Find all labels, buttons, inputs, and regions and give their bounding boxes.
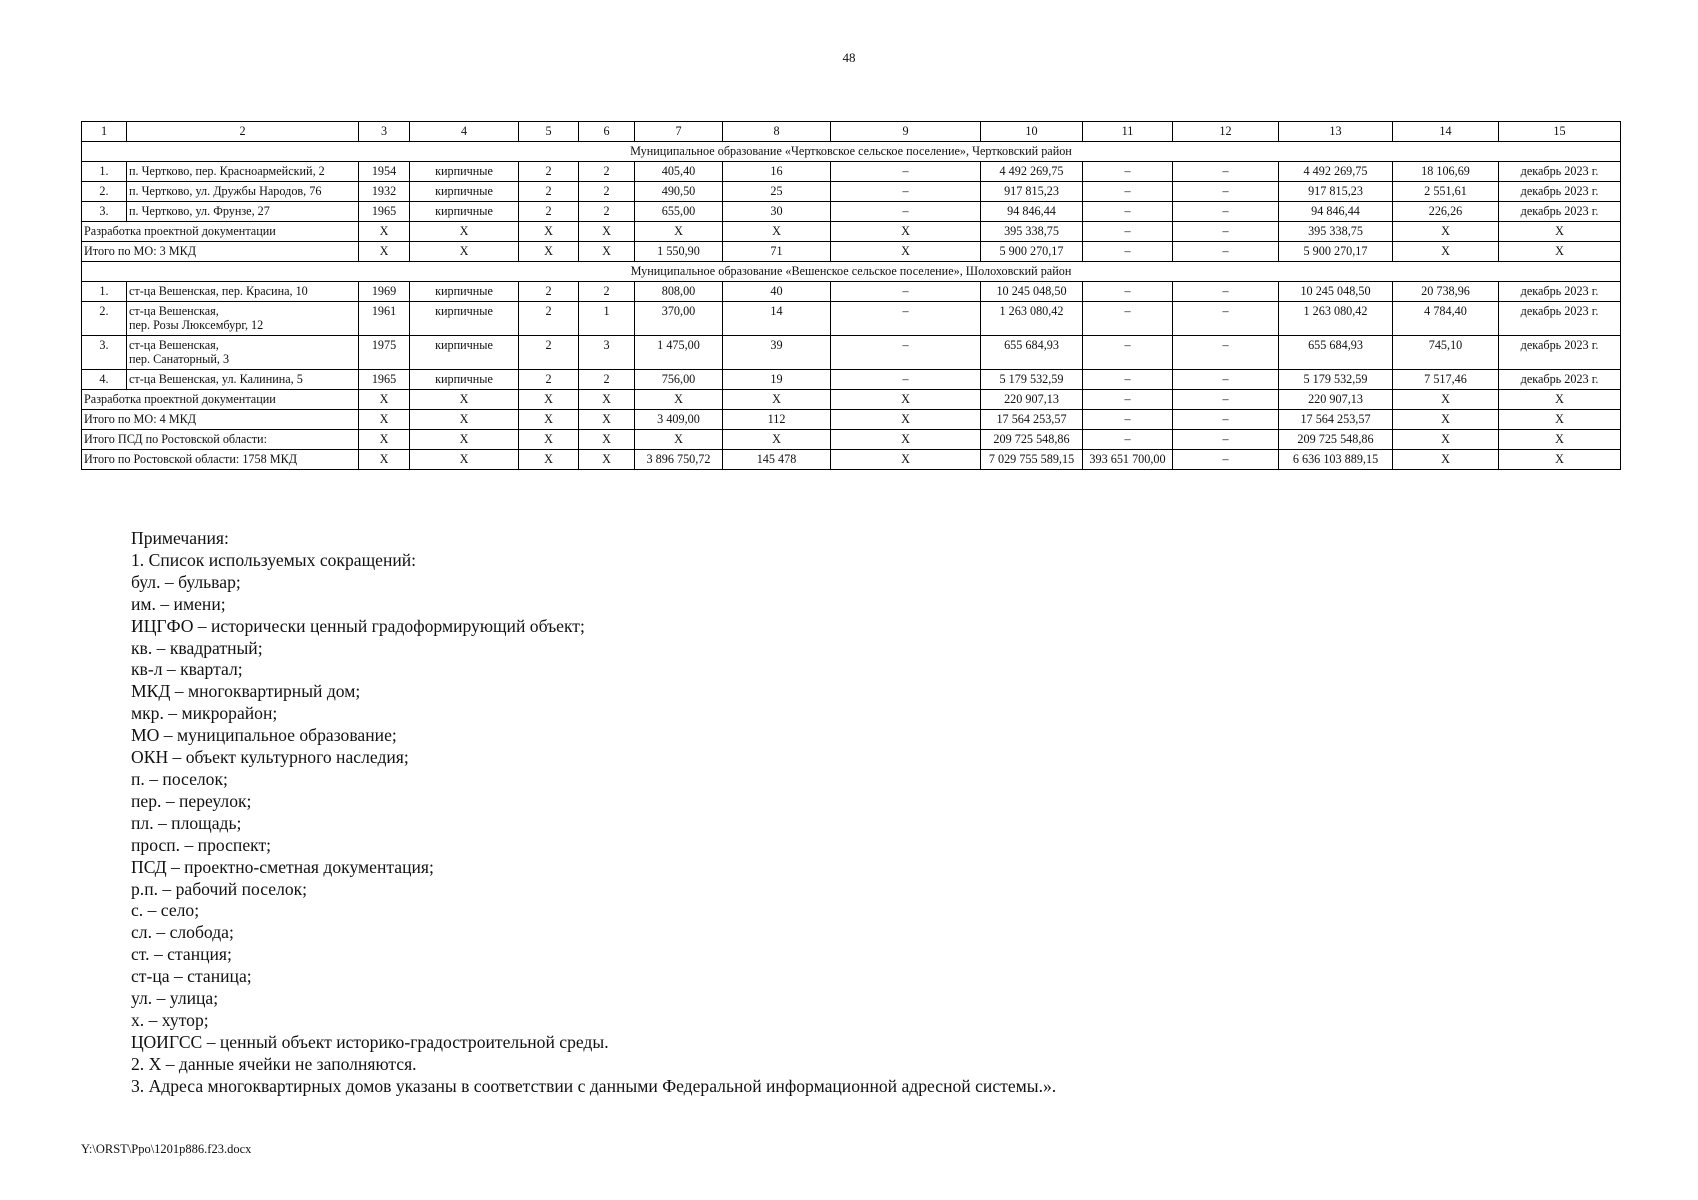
note-line: р.п. – рабочий поселок; — [131, 878, 308, 899]
table-row — [82, 162, 1621, 182]
table-cell: 2 — [519, 282, 579, 302]
table-cell: 209 725 548,86 — [1279, 430, 1393, 450]
address-cell: ст-ца Вешенская, ул. Калинина, 5 — [127, 370, 359, 390]
table-cell: 756,00 — [635, 370, 723, 390]
table-cell: 112 — [723, 410, 831, 430]
table-cell: – — [1083, 430, 1173, 450]
table-cell: 5 179 532,59 — [981, 370, 1083, 390]
table-cell: 370,00 — [635, 302, 723, 336]
column-number: 11 — [1083, 122, 1173, 142]
table-cell: 2. — [82, 302, 127, 336]
table-cell: 1. — [82, 162, 127, 182]
note-line: ОКН – объект культурного наследия; — [131, 747, 409, 768]
column-number: 10 — [981, 122, 1083, 142]
note-line: мкр. – микрорайон; — [131, 703, 278, 724]
table-cell: 4 492 269,75 — [1279, 162, 1393, 182]
address-cell: ст-ца Вешенская, пер. Розы Люксембург, 12 — [127, 302, 359, 336]
table-cell: – — [1083, 336, 1173, 370]
table-cell: – — [1083, 390, 1173, 410]
table-cell: – — [1173, 242, 1279, 262]
section-header-row — [82, 262, 1621, 282]
column-number: 6 — [579, 122, 635, 142]
table-cell: X — [410, 450, 519, 470]
table-cell: 16 — [723, 162, 831, 182]
table-body — [82, 122, 1621, 470]
table-cell: – — [1173, 222, 1279, 242]
table-cell: X — [519, 390, 579, 410]
column-number: 12 — [1173, 122, 1279, 142]
table-row — [82, 182, 1621, 202]
table-cell: X — [831, 410, 981, 430]
table-cell: декабрь 2023 г. — [1499, 282, 1621, 302]
note-line: кв. – квадратный; — [131, 637, 263, 658]
note-line: кв-л – квартал; — [131, 659, 243, 680]
table-cell: 5 900 270,17 — [981, 242, 1083, 262]
table-cell: – — [1173, 182, 1279, 202]
table-cell: X — [831, 242, 981, 262]
table-cell: – — [1083, 242, 1173, 262]
note-line: ИЦГФО – исторически ценный градоформирующий объект; — [131, 615, 585, 636]
table-cell: 1 475,00 — [635, 336, 723, 370]
note-line: Примечания: — [131, 528, 229, 548]
table-cell: 655 684,93 — [981, 336, 1083, 370]
table-cell: кирпичные — [410, 370, 519, 390]
note-line: сл. – слобода; — [131, 922, 234, 943]
table-cell: 25 — [723, 182, 831, 202]
table-cell: X — [1393, 410, 1499, 430]
table-cell: – — [1173, 370, 1279, 390]
table-cell: 3 409,00 — [635, 410, 723, 430]
address-cell: ст-ца Вешенская, пер. Красина, 10 — [127, 282, 359, 302]
row-label: Разработка проектной документации — [82, 390, 359, 410]
table-cell: 1954 — [359, 162, 410, 182]
table-cell: 10 245 048,50 — [981, 282, 1083, 302]
table-cell: декабрь 2023 г. — [1499, 182, 1621, 202]
table-cell: 1969 — [359, 282, 410, 302]
table-cell: – — [1083, 302, 1173, 336]
table-cell: – — [1173, 162, 1279, 182]
table-cell: 655,00 — [635, 202, 723, 222]
table-cell: X — [579, 430, 635, 450]
table-cell: 2 — [519, 182, 579, 202]
table-cell: 405,40 — [635, 162, 723, 182]
table-cell: кирпичные — [410, 282, 519, 302]
table-cell: – — [1173, 336, 1279, 370]
table-cell: 3 — [579, 336, 635, 370]
table-cell: 2 — [579, 282, 635, 302]
table-cell: 2 — [519, 302, 579, 336]
table-cell: 18 106,69 — [1393, 162, 1499, 182]
table-row — [82, 202, 1621, 222]
note-line: ЦОИГСС – ценный объект историко-градостроительной среды. — [131, 1031, 609, 1052]
row-label: Итого по Ростовской области: 1758 МКД — [82, 450, 359, 470]
table-cell: X — [519, 410, 579, 430]
table-cell: – — [831, 182, 981, 202]
note-line: 2. X – данные ячейки не заполняются. — [131, 1053, 417, 1074]
note-line: 3. Адреса многоквартирных домов указаны в соответствии с данными Федеральной информационной адресной системы.». — [131, 1075, 1057, 1096]
note-line: ПСД – проектно-сметная документация; — [131, 856, 434, 877]
table-cell: X — [1393, 450, 1499, 470]
table-cell: кирпичные — [410, 202, 519, 222]
table-cell: 2. — [82, 182, 127, 202]
table-cell: декабрь 2023 г. — [1499, 202, 1621, 222]
table-cell: – — [1173, 202, 1279, 222]
table-cell: кирпичные — [410, 182, 519, 202]
note-line: бул. – бульвар; — [131, 571, 241, 592]
table-cell: 917 815,23 — [981, 182, 1083, 202]
table-cell: – — [1173, 282, 1279, 302]
note-line: х. – хутор; — [131, 1009, 209, 1030]
table-cell: 1975 — [359, 336, 410, 370]
table-row — [82, 302, 1621, 336]
table-cell: – — [1083, 182, 1173, 202]
grand-total-row — [82, 450, 1621, 470]
column-number: 8 — [723, 122, 831, 142]
table-cell: 1 263 080,42 — [1279, 302, 1393, 336]
table-cell: X — [519, 222, 579, 242]
table-row — [82, 336, 1621, 370]
table-cell: 2 — [579, 182, 635, 202]
table-cell: 2 — [519, 162, 579, 182]
table-cell: 1961 — [359, 302, 410, 336]
table-cell: 3 896 750,72 — [635, 450, 723, 470]
table-cell: – — [831, 302, 981, 336]
table-cell: 3. — [82, 336, 127, 370]
address-cell: п. Чертково, ул. Дружбы Народов, 76 — [127, 182, 359, 202]
table-cell: X — [519, 242, 579, 262]
column-number: 9 — [831, 122, 981, 142]
table-cell: 1965 — [359, 202, 410, 222]
address-cell: ст-ца Вешенская, пер. Санаторный, 3 — [127, 336, 359, 370]
row-label: Разработка проектной документации — [82, 222, 359, 242]
table-cell: X — [579, 450, 635, 470]
table-cell: X — [831, 222, 981, 242]
section-title: Муниципальное образование «Вешенское сельское поселение», Шолоховский район — [82, 262, 1621, 282]
table-cell: 40 — [723, 282, 831, 302]
table-cell: X — [410, 430, 519, 450]
table-cell: X — [410, 410, 519, 430]
table-cell: X — [723, 390, 831, 410]
column-number: 2 — [127, 122, 359, 142]
column-number-header — [82, 122, 1621, 142]
table-cell: 71 — [723, 242, 831, 262]
table-cell: 30 — [723, 202, 831, 222]
column-number: 3 — [359, 122, 410, 142]
table-cell: X — [1499, 410, 1621, 430]
table-cell: X — [579, 410, 635, 430]
table-cell: – — [831, 282, 981, 302]
table-cell: – — [831, 336, 981, 370]
table-cell: 2 — [579, 202, 635, 222]
table-cell: X — [1499, 390, 1621, 410]
table-cell: декабрь 2023 г. — [1499, 162, 1621, 182]
table-cell: декабрь 2023 г. — [1499, 302, 1621, 336]
grand-total-row — [82, 430, 1621, 450]
table-cell: 220 907,13 — [1279, 390, 1393, 410]
table-cell: X — [359, 390, 410, 410]
subtotal-row — [82, 410, 1621, 430]
column-number: 13 — [1279, 122, 1393, 142]
table-cell: 94 846,44 — [981, 202, 1083, 222]
table-cell: 220 907,13 — [981, 390, 1083, 410]
table-cell: кирпичные — [410, 336, 519, 370]
table-cell: 2 — [579, 370, 635, 390]
subtotal-row — [82, 242, 1621, 262]
table-cell: 14 — [723, 302, 831, 336]
table-cell: X — [1393, 242, 1499, 262]
table-cell: 2 — [519, 370, 579, 390]
table-cell: 10 245 048,50 — [1279, 282, 1393, 302]
table-cell: 6 636 103 889,15 — [1279, 450, 1393, 470]
table-cell: X — [635, 390, 723, 410]
housing-repair-table — [81, 121, 1621, 470]
table-cell: 655 684,93 — [1279, 336, 1393, 370]
table-cell: 226,26 — [1393, 202, 1499, 222]
row-label: Итого по МО: 3 МКД — [82, 242, 359, 262]
table-cell: 7 517,46 — [1393, 370, 1499, 390]
table-cell: 745,10 — [1393, 336, 1499, 370]
row-label: Итого по МО: 4 МКД — [82, 410, 359, 430]
table-cell: – — [831, 202, 981, 222]
table-cell: X — [410, 222, 519, 242]
table-cell: – — [1173, 450, 1279, 470]
table-cell: X — [1393, 390, 1499, 410]
table-cell: X — [410, 390, 519, 410]
column-number: 7 — [635, 122, 723, 142]
table-cell: – — [1083, 282, 1173, 302]
table-row — [82, 282, 1621, 302]
table-cell: X — [519, 450, 579, 470]
table-cell: X — [635, 222, 723, 242]
table-cell: X — [359, 242, 410, 262]
note-line: просп. – проспект; — [131, 834, 272, 855]
table-cell: 395 338,75 — [1279, 222, 1393, 242]
table-cell: X — [1499, 242, 1621, 262]
table-cell: X — [410, 242, 519, 262]
row-label: Итого ПСД по Ростовской области: — [82, 430, 359, 450]
table-cell: 39 — [723, 336, 831, 370]
table-cell: X — [1393, 430, 1499, 450]
table-cell: 2 — [519, 202, 579, 222]
table-cell: 7 029 755 589,15 — [981, 450, 1083, 470]
table-cell: – — [1173, 430, 1279, 450]
note-line: 1. Список используемых сокращений: — [131, 549, 417, 570]
column-number: 1 — [82, 122, 127, 142]
table-cell: – — [831, 162, 981, 182]
table-cell: – — [1083, 370, 1173, 390]
table-cell: 2 — [579, 162, 635, 182]
table-cell: 1932 — [359, 182, 410, 202]
table-cell: – — [1173, 302, 1279, 336]
note-line: ст-ца – станица; — [131, 966, 252, 987]
table-cell: X — [359, 410, 410, 430]
table-cell: – — [1173, 390, 1279, 410]
note-line: п. – поселок; — [131, 768, 228, 789]
table-cell: X — [579, 222, 635, 242]
table-cell: 4. — [82, 370, 127, 390]
file-path-footer: Y:\ORST\Ppo\1201p886.f23.docx — [81, 1142, 252, 1156]
note-line: с. – село; — [131, 900, 200, 921]
column-number: 4 — [410, 122, 519, 142]
table-cell: 4 784,40 — [1393, 302, 1499, 336]
table-cell: X — [519, 430, 579, 450]
section-header-row — [82, 142, 1621, 162]
note-line: МО – муниципальное образование; — [131, 725, 397, 746]
note-line: им. – имени; — [131, 593, 226, 614]
table-cell: X — [831, 430, 981, 450]
table-cell: 4 492 269,75 — [981, 162, 1083, 182]
note-line: пер. – переулок; — [131, 790, 252, 811]
table-cell: 2 — [519, 336, 579, 370]
table-cell: 20 738,96 — [1393, 282, 1499, 302]
table-cell: 917 815,23 — [1279, 182, 1393, 202]
section-title: Муниципальное образование «Чертковское сельское поселение», Чертковский район — [82, 142, 1621, 162]
table-cell: X — [831, 390, 981, 410]
table-cell: 1. — [82, 282, 127, 302]
table-cell: 395 338,75 — [981, 222, 1083, 242]
table-cell: 17 564 253,57 — [1279, 410, 1393, 430]
table-cell: 490,50 — [635, 182, 723, 202]
table-cell: кирпичные — [410, 302, 519, 336]
table-cell: X — [359, 430, 410, 450]
table-cell: декабрь 2023 г. — [1499, 370, 1621, 390]
table-cell: X — [1499, 430, 1621, 450]
table-cell: X — [579, 242, 635, 262]
notes-section — [131, 528, 1581, 1098]
note-line: МКД – многоквартирный дом; — [131, 681, 361, 702]
table-cell: 17 564 253,57 — [981, 410, 1083, 430]
table-cell: X — [1499, 222, 1621, 242]
table-cell: 5 179 532,59 — [1279, 370, 1393, 390]
table-cell: 1 — [579, 302, 635, 336]
subtotal-row — [82, 222, 1621, 242]
table-cell: X — [1499, 450, 1621, 470]
table-cell: 808,00 — [635, 282, 723, 302]
column-number: 14 — [1393, 122, 1499, 142]
table-cell: X — [831, 450, 981, 470]
table-cell: 393 651 700,00 — [1083, 450, 1173, 470]
table-cell: 1 550,90 — [635, 242, 723, 262]
note-line: пл. – площадь; — [131, 812, 242, 833]
column-number: 15 — [1499, 122, 1621, 142]
table-cell: – — [1173, 410, 1279, 430]
table-cell: X — [635, 430, 723, 450]
table-cell: 19 — [723, 370, 831, 390]
table-row — [82, 370, 1621, 390]
table-cell: 1965 — [359, 370, 410, 390]
note-line: ул. – улица; — [131, 988, 219, 1009]
table-cell: 145 478 — [723, 450, 831, 470]
address-cell: п. Чертково, ул. Фрунзе, 27 — [127, 202, 359, 222]
page-number: 48 — [842, 50, 856, 65]
table-cell: X — [1393, 222, 1499, 242]
table-cell: X — [579, 390, 635, 410]
table-cell: декабрь 2023 г. — [1499, 336, 1621, 370]
subtotal-row — [82, 390, 1621, 410]
table-cell: 209 725 548,86 — [981, 430, 1083, 450]
table-cell: 5 900 270,17 — [1279, 242, 1393, 262]
table-cell: X — [723, 430, 831, 450]
table-cell: – — [1083, 202, 1173, 222]
column-number: 5 — [519, 122, 579, 142]
table-cell: – — [1083, 162, 1173, 182]
table-cell: – — [1083, 222, 1173, 242]
table-cell: X — [359, 222, 410, 242]
table-cell: – — [1083, 410, 1173, 430]
table-cell: X — [723, 222, 831, 242]
note-line: ст. – станция; — [131, 944, 232, 965]
table-cell: 94 846,44 — [1279, 202, 1393, 222]
table-cell: 1 263 080,42 — [981, 302, 1083, 336]
table-cell: 3. — [82, 202, 127, 222]
table-cell: 2 551,61 — [1393, 182, 1499, 202]
table-cell: X — [359, 450, 410, 470]
address-cell: п. Чертково, пер. Красноармейский, 2 — [127, 162, 359, 182]
table-cell: кирпичные — [410, 162, 519, 182]
table-cell: – — [831, 370, 981, 390]
